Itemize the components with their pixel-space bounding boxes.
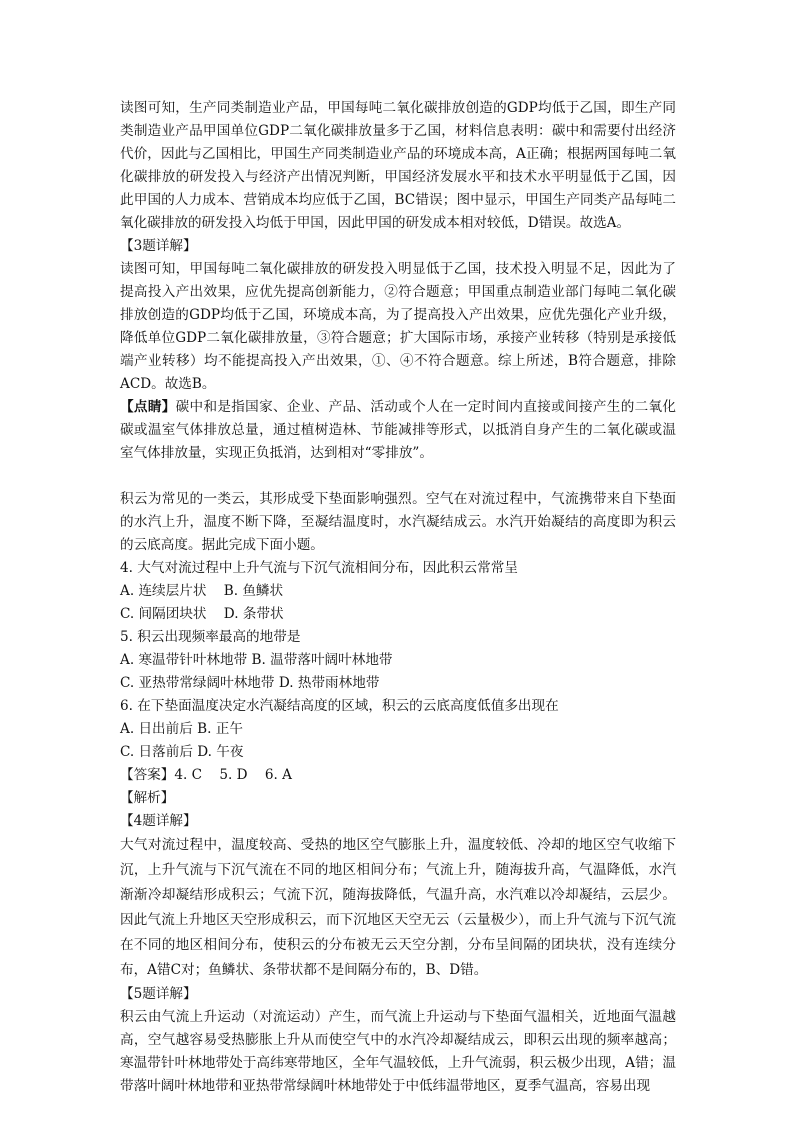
paragraph-analysis-5: 积云由气流上升运动（对流运动）产生，而气流上升运动与下垫面气温相关，近地面气温越高，空气越容易受热膨胀上升从而使空气中的水汽冷却凝结成云，即积云出现的频率越高；寒温带针叶林地带处于高纬寒带地区，全年气温较低，上升气流弱，积云极少出现，A错；温带落叶阔叶林地带和亚热带常绿阔叶林地带处于中低纬温带地区，夏季气温高，容易出现: [120, 1009, 676, 1094]
question-6-options-cd: C. 日落前后 D. 午夜: [120, 744, 244, 760]
question-5-options-ab: A. 寒温带针叶林地带 B. 温带落叶阔叶林地带: [120, 652, 393, 668]
heading-q4-detail: 【4题详解】: [120, 813, 197, 829]
answer-line: 【答案】4. C 5. D 6. A: [120, 767, 292, 783]
question-6-options-ab: A. 日出前后 B. 正午: [120, 721, 243, 737]
paragraph-analysis-2: 读图可知，生产同类制造业产品，甲国每吨二氧化碳排放创造的GDP均低于乙国，即生产同类制造业产品甲国单位GDP二氧化碳排放量多于乙国，材料信息表明：碳中和需要付出经济代价，因此与乙国相比，甲国生产同类制造业产品的环境成本高，A正确；根据两国每吨二氧化碳排放的研发投入与经济产出情况判断，甲国经济发展水平和技术水平明显低于乙国，因此甲国的人力成本、营销成本均应低于乙国，BC错误；图中显示，甲国生产同类产品每吨二氧化碳排放的研发投入均低于甲国，因此甲国的研发成本相对较低，D错误。故选A。: [120, 100, 676, 231]
document-page: [120, 97, 676, 1098]
dianjing-tag: 【点睛】: [120, 399, 176, 415]
question-6: 6. 在下垫面温度决定水汽凝结高度的区域，积云的云底高度低值多出现在: [120, 698, 559, 714]
paragraph-analysis-4: 大气对流过程中，温度较高、受热的地区空气膨胀上升，温度较低、冷却的地区空气收缩下沉，上升气流与下沉气流在不同的地区相间分布；气流上升，随海拔升高，气温降低，水汽渐渐冷却凝结形成积云；气流下沉，随海拔降低，气温升高，水汽难以冷却凝结，云层少。因此气流上升地区天空形成积云，而下沉地区天空无云（云量极少），而上升气流与下沉气流在不同的地区相间分布，使积云的分布被无云天空分割，分布呈间隔的团块状，没有连续分布，A错C对；鱼鳞状、条带状都不是间隔分布的，B、D错。: [120, 837, 676, 978]
question-5: 5. 积云出现频率最高的地带是: [120, 629, 301, 645]
question-4: 4. 大气对流过程中上升气流与下沉气流相间分布，因此积云常常呈: [120, 560, 518, 576]
paragraph-dianjing: [120, 396, 676, 465]
heading-q3-detail: 【3题详解】: [120, 238, 197, 254]
paragraph-cumulus-intro: 积云为常见的一类云，其形成受下垫面影响强烈。空气在对流过程中，气流携带来自下垫面的水汽上升，温度不断下降，至凝结温度时，水汽凝结成云。水汽开始凝结的高度即为积云的云底高度。据此完成下面小题。: [120, 491, 676, 553]
paragraph-analysis-3: 读图可知，甲国每吨二氧化碳排放的研发投入明显低于乙国，技术投入明显不足，因此为了提高投入产出效果，应优先提高创新能力，②符合题意；甲国重点制造业部门每吨二氧化碳排放创造的GDP均低于乙国，环境成本高，为了提高投入产出效果，应优先强化产业升级，降低单位GDP二氧化碳排放量，③符合题意；扩大国际市场，承接产业转移（特别是承接低端产业转移）均不能提高投入产出效果，①、④不符合题意。综上所述，B符合题意，排除ACD。故选B。: [120, 261, 676, 392]
dianjing-text: 碳中和是指国家、企业、产品、活动或个人在一定时间内直接或间接产生的二氧化碳或温室气体排放总量，通过植树造林、节能减排等形式，以抵消自身产生的二氧化碳或温室气体排放量，实现正负抵消，达到相对“零排放”。: [120, 399, 677, 461]
question-5-options-cd: C. 亚热带常绿阔叶林地带 D. 热带雨林地带: [120, 675, 380, 691]
heading-q5-detail: 【5题详解】: [120, 986, 197, 1002]
question-4-options-cd: C. 间隔团块状 D. 条带状: [120, 606, 284, 622]
blank-line: [120, 465, 676, 488]
heading-jiexi: 【解析】: [120, 790, 175, 806]
question-4-options-ab: A. 连续层片状 B. 鱼鳞状: [120, 583, 284, 599]
